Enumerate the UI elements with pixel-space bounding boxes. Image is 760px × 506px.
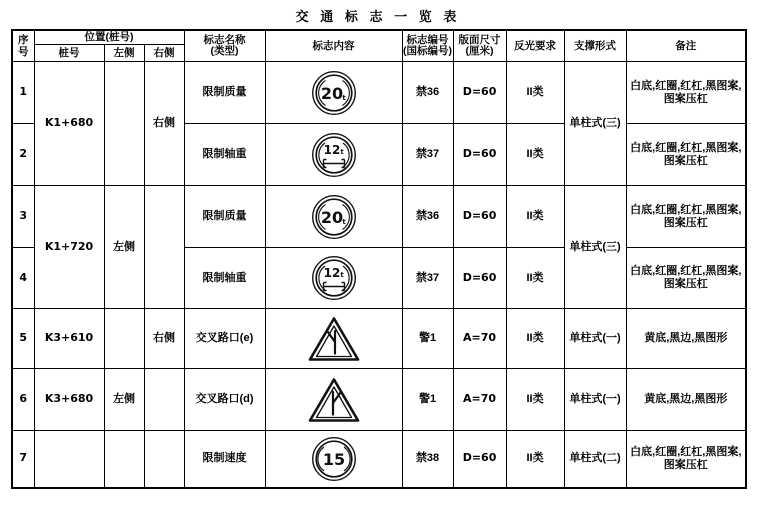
- seq-cell: 3: [12, 186, 34, 248]
- reflective-cell: II类: [506, 309, 564, 369]
- table-row: [12, 369, 746, 431]
- remark-cell: 白底,红圈,红杠,黑图案,图案压杠: [626, 248, 746, 309]
- left-side-cell: [104, 431, 144, 488]
- svg-text:20: 20: [320, 207, 343, 227]
- remark-cell: 黄底,黑边,黑图形: [626, 309, 746, 369]
- svg-text:t: t: [339, 147, 344, 156]
- limit-mass-sign-icon: [311, 70, 357, 116]
- seq-cell: 2: [12, 124, 34, 186]
- header-remark: 备注: [626, 30, 746, 62]
- right-side-cell: [144, 369, 184, 431]
- panel-size-cell: D=60: [453, 186, 506, 248]
- panel-size-cell: D=60: [453, 248, 506, 309]
- sign-code-cell: 禁36: [402, 186, 453, 248]
- header-stake: 桩号: [34, 45, 104, 62]
- support-cell: 单柱式(一): [564, 369, 626, 431]
- limit-mass-sign-icon: [311, 194, 357, 240]
- seq-cell: 4: [12, 248, 34, 309]
- svg-text:15: 15: [322, 449, 345, 469]
- right-side-cell: 右侧: [144, 62, 184, 186]
- reflective-cell: II类: [506, 369, 564, 431]
- sign-content-cell: [265, 248, 402, 309]
- left-side-cell: 左侧: [104, 369, 144, 431]
- support-cell: 单柱式(三): [564, 62, 626, 186]
- svg-text:t: t: [341, 217, 346, 226]
- sign-name-cell: 限制速度: [184, 431, 265, 488]
- header-sign-code: [402, 30, 453, 62]
- limit-axle-sign-icon: [311, 132, 357, 178]
- reflective-cell: II类: [506, 186, 564, 248]
- header-sign-name-line1: 标志名称: [203, 33, 246, 46]
- remark-cell: 白底,红圈,红杠,黑图案,图案压杠: [626, 186, 746, 248]
- svg-text:t: t: [341, 93, 346, 102]
- sign-code-cell: 禁37: [402, 124, 453, 186]
- header-panel-size-line2: (厘米): [465, 45, 494, 57]
- svg-text:20: 20: [320, 83, 343, 103]
- sign-name-cell: 限制轴重: [184, 124, 265, 186]
- remark-cell: 白底,红圈,红杠,黑图案,图案压杠: [626, 124, 746, 186]
- crossroad-left-sign-icon: [307, 315, 361, 363]
- sign-name-cell: 限制质量: [184, 62, 265, 124]
- remark-cell: 白底,红圈,红杠,黑图案,图案压杠: [626, 62, 746, 124]
- svg-text:12: 12: [323, 266, 340, 280]
- sign-name-cell: 限制质量: [184, 186, 265, 248]
- header-seq: 序号: [12, 30, 34, 62]
- header-sign-name-line2: (类型): [210, 45, 239, 57]
- right-side-cell: [144, 431, 184, 488]
- limit-speed-sign-icon: [311, 436, 357, 482]
- sign-content-cell: [265, 186, 402, 248]
- header-sign-content: 标志内容: [265, 30, 402, 62]
- seq-cell: 6: [12, 369, 34, 431]
- page-title: 交 通 标 志 一 览 表: [295, 9, 461, 24]
- header-sign-name: [184, 30, 265, 62]
- stake-cell: K1+680: [34, 62, 104, 186]
- header-panel-size: [453, 30, 506, 62]
- right-side-cell: [144, 186, 184, 309]
- seq-cell: 1: [12, 62, 34, 124]
- header-left: 左侧: [104, 45, 144, 62]
- crossroad-right-sign-icon: [307, 376, 361, 424]
- header-row-1: [12, 30, 746, 45]
- stake-cell: K3+610: [34, 309, 104, 369]
- svg-text:12: 12: [323, 142, 340, 157]
- stake-cell: [34, 431, 104, 488]
- left-side-cell: [104, 62, 144, 186]
- sign-content-cell: [265, 431, 402, 488]
- traffic-sign-table: [11, 29, 747, 489]
- table-row: [12, 186, 746, 248]
- header-sign-code-line2: (国标编号): [403, 45, 453, 57]
- remark-cell: 白底,红圈,红杠,黑图案,图案压杠: [626, 431, 746, 488]
- sign-name-cell: 交叉路口(e): [184, 309, 265, 369]
- sign-name-cell: 交叉路口(d): [184, 369, 265, 431]
- header-support: 支撑形式: [564, 30, 626, 62]
- panel-size-cell: D=60: [453, 431, 506, 488]
- support-cell: 单柱式(二): [564, 431, 626, 488]
- sign-code-cell: 警1: [402, 309, 453, 369]
- reflective-cell: II类: [506, 124, 564, 186]
- svg-text:t: t: [339, 271, 344, 279]
- header-position: 位置(桩号): [34, 30, 184, 45]
- header-panel-size-line1: 版面尺寸: [458, 33, 501, 46]
- header-reflective: 反光要求: [506, 30, 564, 62]
- seq-cell: 7: [12, 431, 34, 488]
- remark-cell: 黄底,黑边,黑图形: [626, 369, 746, 431]
- support-cell: 单柱式(三): [564, 186, 626, 309]
- reflective-cell: II类: [506, 431, 564, 488]
- table-row: [12, 309, 746, 369]
- panel-size-cell: D=60: [453, 62, 506, 124]
- sign-content-cell: [265, 124, 402, 186]
- table-row: [12, 62, 746, 124]
- header-sign-code-line1: 标志编号: [406, 33, 449, 46]
- sign-code-cell: 禁36: [402, 62, 453, 124]
- stake-cell: K1+720: [34, 186, 104, 309]
- left-side-cell: [104, 309, 144, 369]
- sign-code-cell: 禁38: [402, 431, 453, 488]
- sign-code-cell: 警1: [402, 369, 453, 431]
- panel-size-cell: D=60: [453, 124, 506, 186]
- panel-size-cell: A=70: [453, 309, 506, 369]
- panel-size-cell: A=70: [453, 369, 506, 431]
- reflective-cell: II类: [506, 248, 564, 309]
- seq-cell: 5: [12, 309, 34, 369]
- limit-axle-sign-icon: [311, 255, 357, 301]
- sign-name-cell: 限制轴重: [184, 248, 265, 309]
- right-side-cell: 右侧: [144, 309, 184, 369]
- header-right: 右侧: [144, 45, 184, 62]
- sign-content-cell: [265, 369, 402, 431]
- left-side-cell: 左侧: [104, 186, 144, 309]
- support-cell: 单柱式(一): [564, 309, 626, 369]
- table-row: [12, 431, 746, 488]
- sign-content-cell: [265, 309, 402, 369]
- sign-content-cell: [265, 62, 402, 124]
- stake-cell: K3+680: [34, 369, 104, 431]
- sign-code-cell: 禁37: [402, 248, 453, 309]
- reflective-cell: II类: [506, 62, 564, 124]
